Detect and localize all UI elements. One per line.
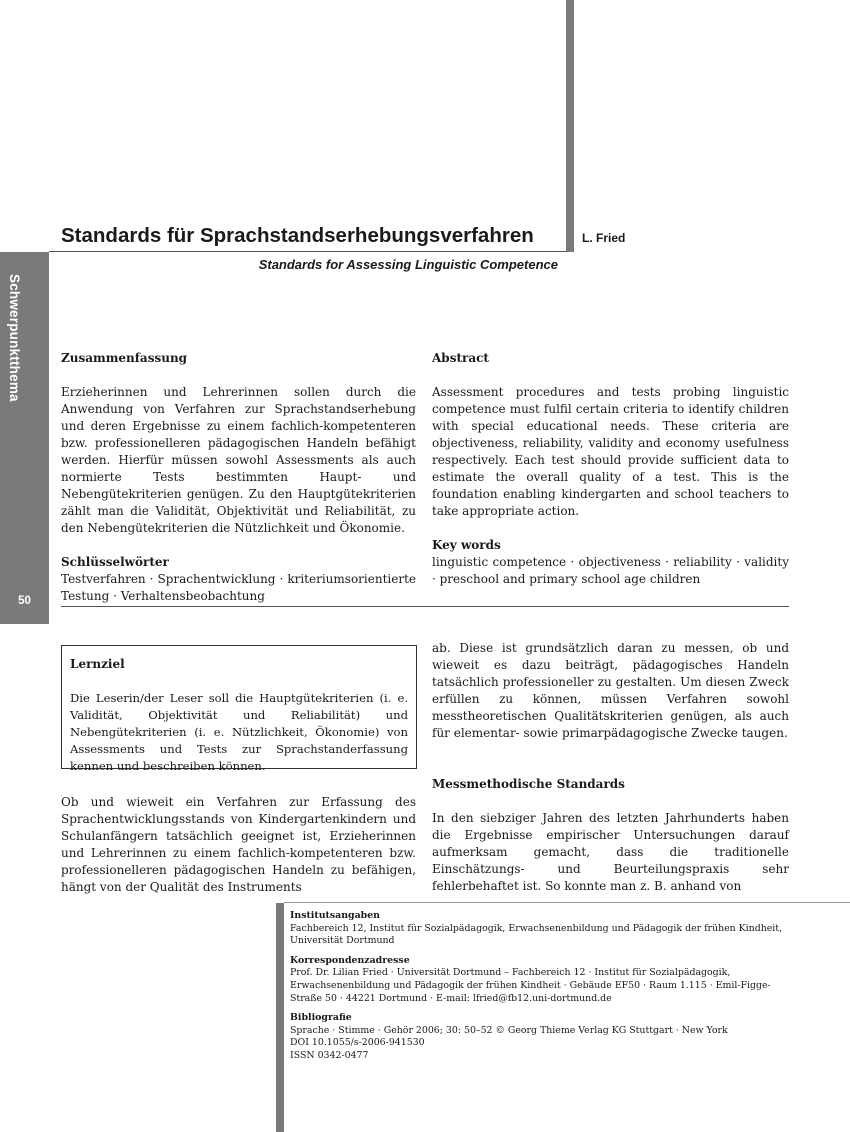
body-left-column	[61, 794, 416, 896]
learning-goal-heading: Lernziel	[70, 657, 125, 671]
bibliography-citation: Sprache · Stimme · Gehör 2006; 30: 50–52 © Georg Thieme Verlag KG Stuttgart · New York	[290, 1024, 728, 1036]
institute-block	[290, 910, 800, 948]
title-rule	[49, 251, 566, 252]
abstract-separator	[61, 606, 789, 607]
summary-text: Erzieherinnen und Lehrerinnen sollen durch die Anwendung von Verfahren zur Sprachstandserhebung und deren Ergebnisse zu einem fachlich-kompetenteren bzw. professionelleren pädagogischen Handeln befähigt werden. Hierfür müssen sowohl Assessments als auch normierte Tests bestimmten Haupt- und Nebengütekriterien genügen. Zu den Hauptgütekriterien zählt man die Validität, Objektivität und Reliabilität, zu den Nebengütekriterien die Nützlichkeit und Ökonomie.	[61, 385, 416, 535]
article-title: Standards für Sprachstandserhebungsverfahren	[61, 224, 534, 247]
header-accent-bar	[566, 0, 574, 252]
bibliography-heading: Bibliografie	[290, 1012, 352, 1024]
summary-heading: Zusammenfassung	[61, 351, 188, 365]
institute-text: Fachbereich 12, Institut für Sozialpädagogik, Erwachsenenbildung und Pädagogik der frühen Kindheit, Universität Dortmund	[290, 922, 783, 947]
summary-german	[61, 350, 416, 605]
bibliography-doi: DOI 10.1055/s-2006-941530	[290, 1037, 425, 1049]
keywords-heading-en: Key words	[432, 538, 501, 552]
page-number: 50	[18, 595, 31, 607]
bibliography-issn: ISSN 0342-0477	[290, 1049, 369, 1061]
correspondence-heading: Korrespondenzadresse	[290, 954, 410, 966]
section-sidebar	[0, 252, 49, 624]
correspondence-text: Prof. Dr. Lilian Fried · Universität Dortmund – Fachbereich 12 · Institut für Sozialpädagogik, Erwachsenenbildung und Pädagogik der frühen Kindheit · Gebäude EF50 · Raum 1.115 · Emil-Figge-Straße 50 · 44221 Dortmund · E-mail: lfried@fb12.uni-dortmund.de	[290, 967, 771, 1004]
abstract-text: Assessment procedures and tests probing linguistic competence must fulfil certain criteria to identify children with special educational needs. These criteria are objectiveness, reliability, validity and economy usefulness respectively. Each test should provide sufficient data to estimate the overall quality of a test. This is the foundation enabling kindergarten and school teachers to take appropriate action.	[432, 385, 789, 518]
section-paragraph: In den siebziger Jahren des letzten Jahrhunderts haben die Ergebnisse empirischer Untersuchungen darauf aufmerksam gemacht, dass die traditionelle Einschätzungs- und Beurteilungspraxis sehr fehlerbehaftet ist. So konnte man z. B. anhand von	[432, 811, 789, 893]
institute-heading: Institutsangaben	[290, 910, 380, 921]
learning-goal-box	[61, 645, 417, 773]
info-accent-bar	[276, 903, 284, 1132]
section-label: Schwerpunktthema	[7, 274, 22, 402]
article-info	[290, 910, 800, 1070]
keywords-en: linguistic competence · objectiveness · reliability · validity · preschool and primary school age children	[432, 555, 789, 586]
keywords-heading-de: Schlüsselwörter	[61, 555, 169, 569]
info-rule	[284, 902, 850, 903]
body-paragraph-right: ab. Diese ist grundsätzlich daran zu messen, ob und wieweit es dazu beiträgt, pädagogisches Handeln tatsächlich professioneller zu gestalten. Um diesen Zweck erfüllen zu können, müssen Verfahren sowohl messtheoretischen Qualitätskriterien genügen, als auch für elementar- sowie primarpädagogische Zwecke taugen.	[432, 641, 789, 740]
author: L. Fried	[582, 231, 626, 245]
section-heading: Messmethodische Standards	[432, 777, 625, 791]
learning-goal-text: Die Leserin/der Leser soll die Hauptgütekriterien (i. e. Validität, Objektivität und Reliabilität) und Nebengütekriterien (i. e. Nützlichkeit, Ökonomie) von Assessments und Tests zur Sprachstanderfassung kennen und beschreiben können.	[70, 691, 408, 773]
body-right-column	[432, 640, 789, 895]
summary-english	[432, 350, 789, 588]
bibliography-block	[290, 1012, 800, 1062]
correspondence-block	[290, 955, 800, 1005]
abstract-heading: Abstract	[432, 351, 489, 365]
keywords-de: Testverfahren · Sprachentwicklung · kriteriumsorientierte Testung · Verhaltensbeobachtung	[61, 572, 416, 603]
body-paragraph-left: Ob und wieweit ein Verfahren zur Erfassung des Sprachentwicklungsstands von Kindergartenkindern und Schulanfängern tatsächlich geeignet ist, Erzieherinnen und Lehrerinnen zu einem fachlich-kompetenteren bzw. professionelleren pädagogischen Handeln zu befähigen, hängt von der Qualität des Instruments	[61, 795, 416, 894]
article-subtitle: Standards for Assessing Linguistic Competence	[258, 257, 558, 272]
